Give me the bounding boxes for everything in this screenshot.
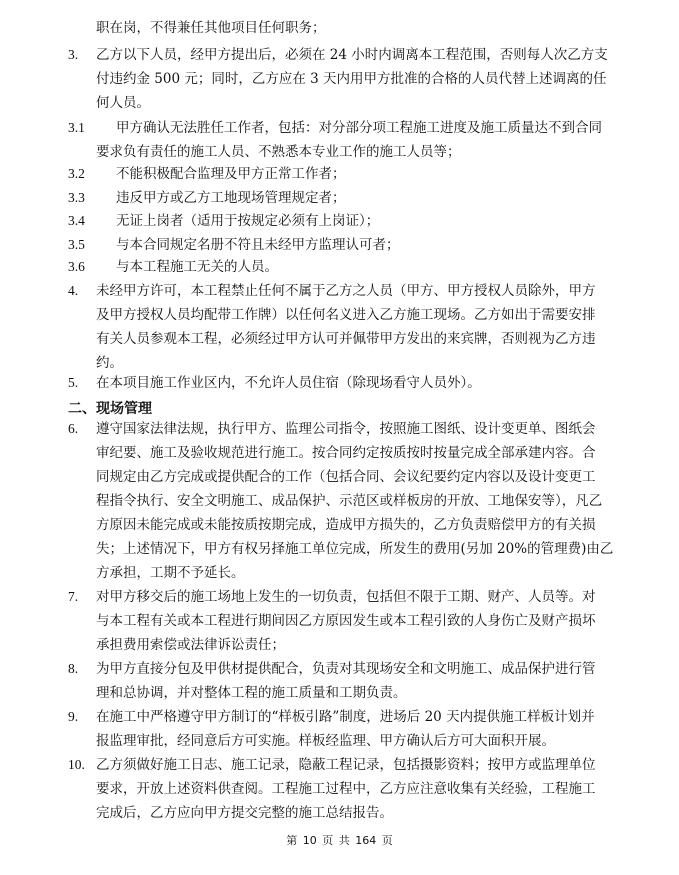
item-number: 8. <box>68 661 79 676</box>
item-number: 6. <box>68 421 79 436</box>
item-text: 理和总协调，并对整体工程的施工质量和工期负责。 <box>96 685 407 701</box>
item-text: 完成后，乙方应向甲方提交完整的施工总结报告。 <box>96 805 393 821</box>
item-number: 3. <box>68 47 79 62</box>
item-text: 与本工程有关或本工程进行期间因乙方原因发生或本工程引致的人身伤亡及财产损坏 <box>96 613 596 629</box>
item-text: 何人员。 <box>96 95 150 111</box>
item-text: 违反甲方或乙方工地现场管理规定者； <box>116 190 346 206</box>
item-number: 3.1 <box>68 120 85 135</box>
item-text: 要求，开放上述资料供查阅。工程施工过程中，乙方应注意收集有关经验，工程施工 <box>96 781 596 797</box>
item-text: 付违约金 500 元；同时，乙方应在 3 天内用甲方批准的合格的人员代替上述调离的任 <box>96 71 607 87</box>
page-number: 10 <box>302 834 317 847</box>
item-text: 甲方确认无法胜任工作者，包括：对分部分项工程施工进度及施工质量达不到合同 <box>116 120 602 136</box>
item-text: 承担费用索偿或法律诉讼责任； <box>96 637 285 653</box>
item-text: 失；上述情况下，甲方有权另择施工单位完成，所发生的费用(另加 20%的管理费)由乙 <box>96 541 614 557</box>
item-text: 要求负有责任的施工人员、不熟悉本专业工作的施工人员等； <box>96 144 461 160</box>
item-text: 程指令执行、安全文明施工、成品保护、示范区或样板房的开放、工地保安等），凡乙 <box>96 493 603 509</box>
item-text: 同规定由乙方完成或提供配合的工作（包括合同、会议纪要约定内容以及设计变更工 <box>96 469 596 485</box>
item-text: 与本工程施工无关的人员。 <box>116 259 278 275</box>
top-line: 职在岗，不得兼任其他项目任何职务； <box>96 20 326 36</box>
item-text: 与本合同规定名册不符且未经甲方监理认可者； <box>116 237 400 253</box>
item-text: 方承担，工期不予延长。 <box>96 565 245 581</box>
footer-suffix: 页 <box>381 834 393 847</box>
item-number: 5. <box>68 375 79 390</box>
item-text: 方原因未能完成或未能按质按期完成，造成甲方损失的，乙方负责赔偿甲方的有关损 <box>96 517 596 533</box>
item-text: 报监理审批，经同意后方可实施。样板经监理、甲方确认后方可大面积开展。 <box>96 733 555 749</box>
item-number: 3.2 <box>68 166 85 181</box>
item-text: 及甲方授权人员均配带工作牌）以任何名义进入乙方施工现场。乙方如出于需要安排 <box>96 307 596 323</box>
item-text: 未经甲方许可，本工程禁止任何不属于乙方之人员（甲方、甲方授权人员除外，甲方 <box>96 283 596 299</box>
item-text: 审纪要、施工及验收规范进行施工。按合同约定按质按时按量完成全部承建内容。合 <box>96 445 596 461</box>
item-number: 4. <box>68 283 79 298</box>
page-footer <box>0 832 679 848</box>
item-number: 3.3 <box>68 190 85 205</box>
item-number: 10. <box>68 757 85 772</box>
item-number: 3.4 <box>68 213 85 228</box>
item-text: 遵守国家法律法规，执行甲方、监理公司指令，按照施工图纸、设计变更单、图纸会 <box>96 421 596 437</box>
item-number: 3.6 <box>68 259 85 274</box>
item-text: 有关人员参观本工程，必须经过甲方认可并佩带甲方发出的来宾牌，否则视为乙方违 <box>96 331 596 347</box>
footer-text: 共 <box>338 834 350 847</box>
item-text: 约。 <box>96 355 123 371</box>
item-text: 无证上岗者（适用于按规定必须有上岗证）； <box>116 213 380 229</box>
item-text: 不能积极配合监理及甲方正常工作者； <box>116 166 346 182</box>
footer-text: 页 <box>322 834 334 847</box>
item-text: 乙方须做好施工日志、施工记录，隐蔽工程记录，包括摄影资料；按甲方或监理单位 <box>96 757 596 773</box>
footer-prefix: 第 <box>286 834 298 847</box>
item-number: 7. <box>68 589 79 604</box>
item-text: 在施工中严格遵守甲方制订的“样板引路”制度，进场后 20 天内提供施工样板计划并 <box>96 709 595 725</box>
section-heading: 二、现场管理 <box>68 401 152 417</box>
item-text: 乙方以下人员，经甲方提出后，必须在 24 小时内调离本工程范围，否则每人次乙方支 <box>96 47 608 63</box>
item-text: 为甲方直接分包及甲供材提供配合，负责对其现场安全和文明施工、成品保护进行管 <box>96 661 596 677</box>
item-number: 9. <box>68 709 79 724</box>
total-pages: 164 <box>355 834 377 847</box>
item-text: 在本项目施工作业区内，不允许人员住宿（除现场看守人员外）。 <box>96 375 481 391</box>
item-number: 3.5 <box>68 237 85 252</box>
item-text: 对甲方移交后的施工场地上发生的一切负责，包括但不限于工期、财产、人员等。对 <box>96 589 596 605</box>
